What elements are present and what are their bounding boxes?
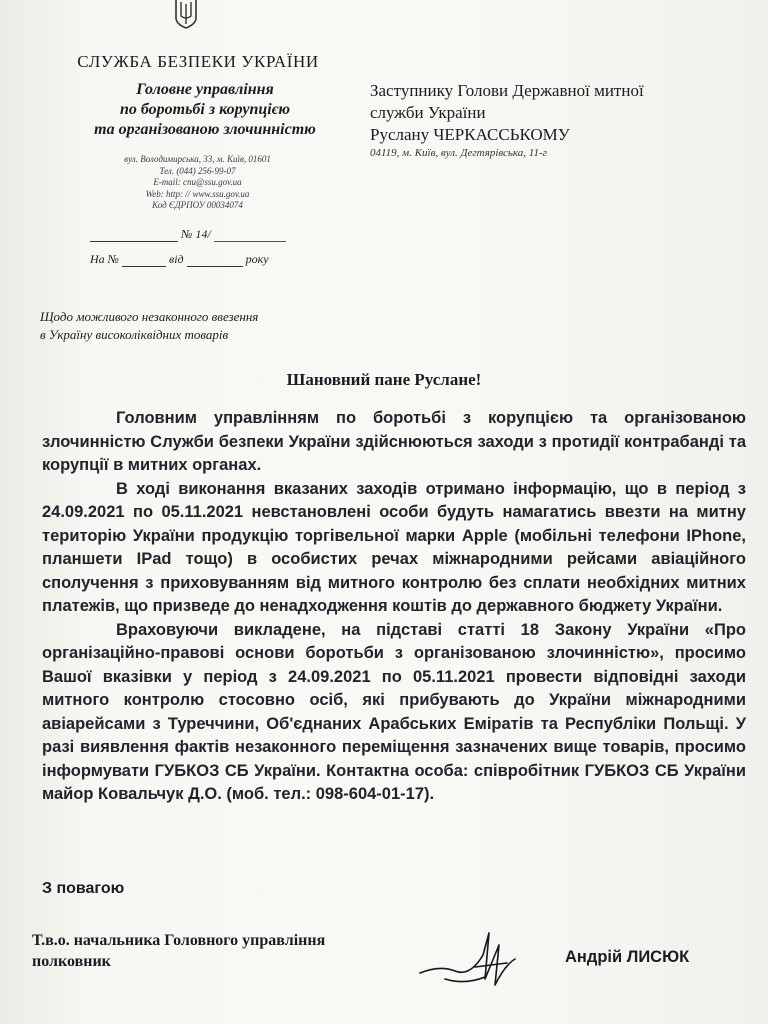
handwritten-signature-icon: [415, 915, 525, 995]
org-title: СЛУЖБА БЕЗПЕКИ УКРАЇНИ: [77, 52, 319, 71]
subject-block: [40, 308, 340, 344]
reference-line: [90, 252, 320, 267]
addressee-line: служби України: [370, 103, 486, 122]
subject-line: в Україну високоліквідних товарів: [40, 327, 229, 342]
addressee-line: Заступнику Голови Державної митної: [370, 81, 644, 100]
body-paragraph: Головним управлінням по боротьбі з корупцією та організованою злочинністю Служби безпеки України здійснюються заходи з протидії контрабанді та корупції в митних органах.: [42, 409, 746, 474]
salutation: Шановний пане Руслане!: [286, 370, 482, 389]
contact-block: [80, 154, 315, 212]
signer-name: Андрій ЛИСЮК: [565, 948, 690, 966]
trident-emblem-icon: [170, 0, 202, 30]
reg-number-blank: [214, 241, 286, 242]
ref-date-blank: [187, 266, 243, 267]
ref-from: від: [168, 252, 184, 266]
ref-number-blank: [122, 266, 166, 267]
reg-date-blank: [90, 241, 178, 242]
contact-address: вул. Володимирська, 33, м. Київ, 01601: [124, 154, 271, 164]
contact-edrpou: Код ЄДРПОУ 00034074: [152, 200, 243, 211]
position-line: Т.в.о. начальника Головного управління: [32, 932, 326, 949]
dept-line: Головне управління: [136, 81, 274, 98]
contact-email: E-mail: cnu@ssu.gov.ua: [153, 177, 242, 188]
body-paragraph: В ході виконання вказаних заходів отримано інформацію, що в період з 24.09.2021 по 05.11.2021 невстановлені особи будуть намагатись ввезти на митну територію України продукцію торгівельної марки Apple (мобільні телефони IPhone, планшети IPad тощо) в особистих речах міжнародними рейсами авіаційного сполучення з приховуванням від митного контролю без сплати необхідних митних платежів, що призведе до ненадходження коштів до державного бюджету України.: [42, 479, 746, 615]
reg-number: № 14/: [181, 227, 211, 241]
contact-web: Web: http: // www.ssu.gov.ua: [145, 188, 250, 199]
regards: З повагою: [42, 880, 125, 897]
body-paragraph: Враховуючи викладене, на підставі статті 18 Закону України «Про організаційно-правові основи боротьби з організованою злочинністю», просимо Вашої вказівки у період з 24.09.2021 по 05.11.2021 провести відповідні заходи митного контролю стосовно осіб, які прибувають до України міжнародними авіарейсами з Туреччини, Об'єднаних Арабських Еміратів та Республіки Польщі. У разі виявлення фактів незаконного переміщення зазначених вище товарів, просимо інформувати ГУБКОЗ СБ України. Контактна особа: співробітник ГУБКОЗ СБ України майор Ковальчук Д.О. (моб. тел.: 098-604-01-17).: [42, 620, 746, 803]
ref-prefix: На №: [90, 252, 119, 266]
signer-position: [32, 930, 452, 972]
letter-body: [42, 407, 746, 807]
registration-line: [90, 227, 300, 242]
ref-year: року: [245, 252, 269, 266]
position-line: полковник: [32, 953, 111, 970]
subject-line: Щодо можливого незаконного ввезення: [40, 309, 259, 324]
addressee-block: [370, 80, 750, 160]
dept-line: та організованою злочинністю: [94, 121, 316, 138]
dept-line: по боротьбі з корупцією: [119, 101, 291, 118]
addressee-address: 04119, м. Київ, вул. Дегтярівська, 11-г: [370, 147, 547, 159]
addressee-name: Руслану ЧЕРКАССЬКОМУ: [370, 125, 570, 144]
department-name: [80, 80, 330, 140]
contact-phone: Тел. (044) 256-99-07: [159, 165, 236, 176]
